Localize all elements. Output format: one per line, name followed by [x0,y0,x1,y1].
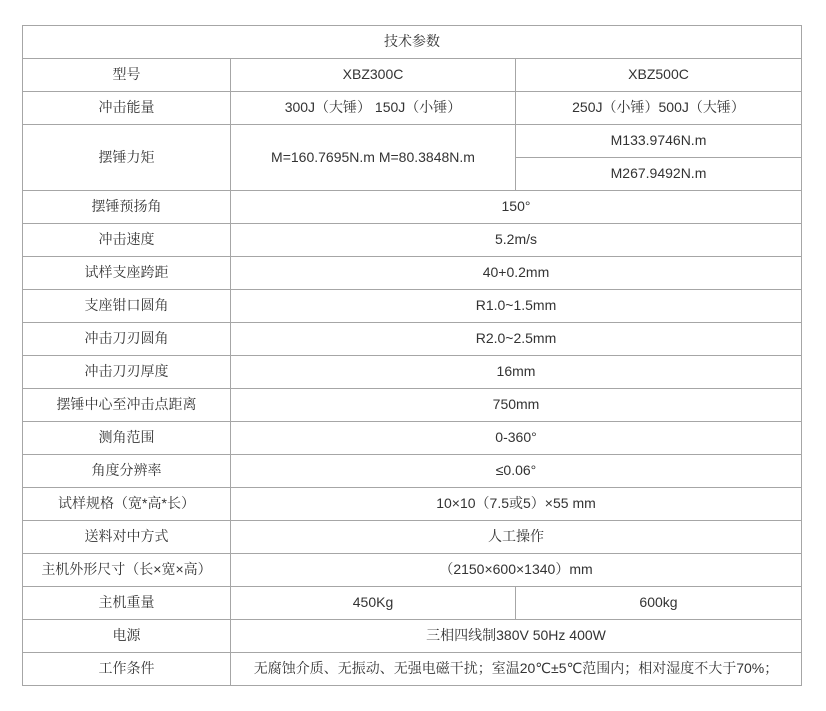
table-row [23,422,802,455]
param-value-specimen-size: 10×10（7.5或5）×55 mm [231,488,802,521]
param-label-blade-radius: 冲击刀刃圆角 [23,323,231,356]
param-label-power: 电源 [23,620,231,653]
table-row [23,26,802,59]
param-value-weight-b: 600kg [516,587,802,620]
param-value-weight-a: 450Kg [231,587,516,620]
table-row [23,587,802,620]
param-label-center-distance: 摆锤中心至冲击点距离 [23,389,231,422]
param-value-working-conditions: 无腐蚀介质、无振动、无强电磁干扰；室温20℃±5℃范围内；相对湿度不大于70%； [231,653,802,686]
table-row [23,224,802,257]
param-label-support-span: 试样支座跨距 [23,257,231,290]
param-label-angle-range: 测角范围 [23,422,231,455]
param-value-angle-resolution: ≤0.06° [231,455,802,488]
param-label-pre-raise-angle: 摆锤预扬角 [23,191,231,224]
param-label-jaw-radius: 支座钳口圆角 [23,290,231,323]
table-row [23,59,802,92]
table-row [23,257,802,290]
param-label-blade-thickness: 冲击刀刃厚度 [23,356,231,389]
param-label-working-conditions: 工作条件 [23,653,231,686]
param-value-support-span: 40+0.2mm [231,257,802,290]
table-row [23,455,802,488]
param-value-jaw-radius: R1.0~1.5mm [231,290,802,323]
param-label-angle-resolution: 角度分辨率 [23,455,231,488]
param-value-blade-radius: R2.0~2.5mm [231,323,802,356]
param-value-dimensions: （2150×600×1340）mm [231,554,802,587]
spec-table [22,25,802,686]
param-value-blade-thickness: 16mm [231,356,802,389]
table-row [23,389,802,422]
table-title: 技术参数 [23,26,802,59]
table-row [23,191,802,224]
param-value-center-distance: 750mm [231,389,802,422]
param-value-impact-energy-b: 250J（小锤）500J（大锤） [516,92,802,125]
param-label-model: 型号 [23,59,231,92]
param-value-impact-energy-a: 300J（大锤） 150J（小锤） [231,92,516,125]
table-row [23,356,802,389]
table-row [23,92,802,125]
table-row [23,290,802,323]
table-row [23,653,802,686]
param-value-model-a: XBZ300C [231,59,516,92]
param-value-impact-speed: 5.2m/s [231,224,802,257]
param-value-power: 三相四线制380V 50Hz 400W [231,620,802,653]
table-row [23,620,802,653]
spec-table-body [23,26,802,686]
param-label-impact-speed: 冲击速度 [23,224,231,257]
param-label-pendulum-moment: 摆锤力矩 [23,125,231,191]
table-row [23,554,802,587]
param-value-angle-range: 0-360° [231,422,802,455]
param-value-pendulum-moment-b2: M267.9492N.m [516,158,802,191]
param-label-weight: 主机重量 [23,587,231,620]
param-label-dimensions: 主机外形尺寸（长×宽×高） [23,554,231,587]
param-value-feeding-method: 人工操作 [231,521,802,554]
param-value-pendulum-moment-a: M=160.7695N.m M=80.3848N.m [231,125,516,191]
param-label-specimen-size: 试样规格（宽*高*长） [23,488,231,521]
table-row [23,521,802,554]
table-row [23,125,802,158]
table-row [23,323,802,356]
param-value-pre-raise-angle: 150° [231,191,802,224]
param-value-model-b: XBZ500C [516,59,802,92]
param-value-pendulum-moment-b1: M133.9746N.m [516,125,802,158]
table-row [23,488,802,521]
param-label-impact-energy: 冲击能量 [23,92,231,125]
param-label-feeding-method: 送料对中方式 [23,521,231,554]
